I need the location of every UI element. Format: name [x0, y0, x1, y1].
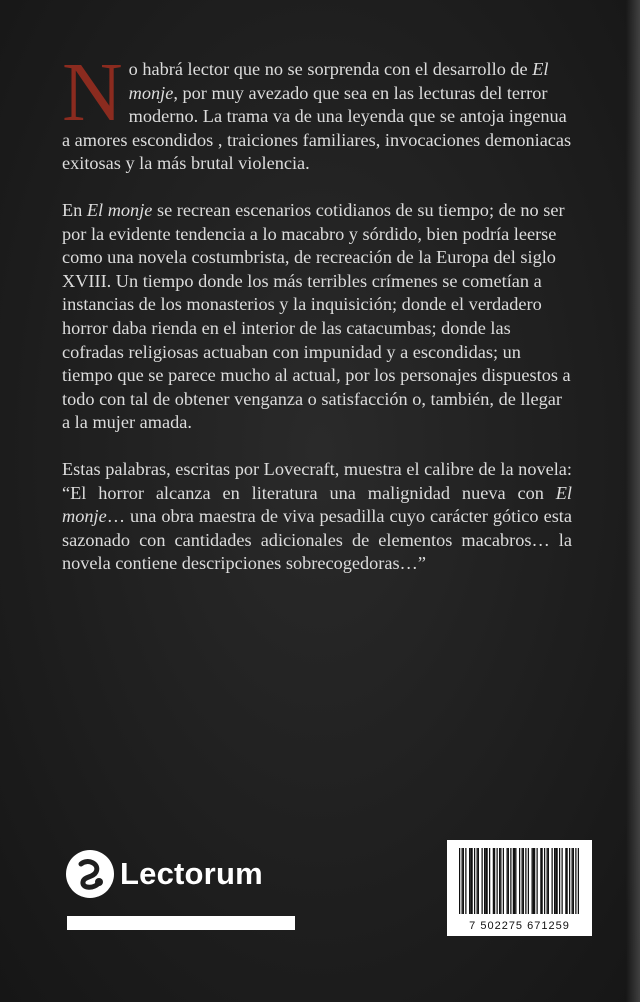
barcode-bar	[525, 848, 526, 914]
paragraph-2-text-b: se recrean escenarios cotidianos de su tiempo; de no ser por la evidente tendencia a lo macabro y sórdido, bien podría leerse como una novela costumbrista, de recreación de la Europa del siglo XVIII. Un tiempo donde los más terribles crímenes se cometían a instancias de los monasterios y la inquisición; donde el verdadero horror daba rienda en el interior de las catacumbas; donde las cofradas religiosas actuaban con impunidad y a escondidas; un tiempo que se parece mucho al actual, por los personajes dispuestos a todo con tal de obtener venganza o satisfacción o, también, de llegar a la mujer amada.	[62, 199, 571, 433]
paragraph-2	[62, 199, 572, 435]
paragraph-1-text-b: , por muy avezado que sea en las lecturas del terror moderno. La trama va de una leyenda que se antoja ingenua a amores escondidos , traiciones familiares, invocaciones demoniacas exitosas y la más brutal violencia.	[62, 82, 572, 174]
barcode-bar	[562, 848, 563, 914]
paragraph-3	[62, 458, 572, 576]
barcode-bar	[528, 848, 529, 914]
barcode-bar	[514, 848, 515, 914]
barcode-bar	[478, 848, 479, 914]
barcode-bar	[513, 848, 514, 914]
barcode-bar	[474, 848, 475, 914]
barcode-bar	[477, 848, 478, 914]
barcode-bar	[533, 848, 534, 914]
barcode-bar	[507, 848, 508, 914]
barcode-bar	[569, 848, 570, 914]
barcode-bar	[554, 848, 555, 914]
barcode-bar	[499, 848, 500, 914]
barcode-bar	[472, 848, 473, 914]
barcode-bar	[470, 848, 471, 914]
barcode-bar	[578, 848, 579, 914]
publisher-logo	[66, 850, 263, 898]
paragraph-3-text-a: Estas palabras, escritas por Lovecraft, muestra el calibre de la novela: “El horror alcanza en literatura una malignidad nueva con	[62, 458, 572, 503]
barcode-bar	[484, 848, 485, 914]
barcode-bar	[575, 848, 576, 914]
barcode-bar	[559, 848, 560, 914]
barcode-bar	[463, 848, 464, 914]
barcode-bar	[565, 848, 566, 914]
barcode-bar	[544, 848, 545, 914]
barcode-bar	[519, 848, 520, 914]
paragraph-3-text-b: … una obra maestra de viva pesadilla cuyo carácter gótico esta sazonado con cantidades adicionales de elementos macabros… la novela contiene descripciones sobrecogedoras…”	[62, 506, 572, 574]
drop-cap: N	[62, 46, 123, 139]
barcode-bar	[469, 848, 470, 914]
barcode-bar	[482, 848, 483, 914]
barcode	[447, 840, 592, 936]
barcode-bar	[573, 848, 574, 914]
synopsis	[62, 46, 572, 599]
barcode-bar	[522, 848, 523, 914]
barcode-bar	[494, 848, 495, 914]
barcode-bar	[540, 848, 541, 914]
barcode-bar	[489, 848, 490, 914]
book-title: El monje	[128, 59, 549, 103]
barcode-bar	[485, 848, 486, 914]
barcode-number: 7 502275 671259	[469, 920, 570, 932]
barcode-bar	[493, 848, 494, 914]
barcode-bar	[547, 848, 548, 914]
barcode-bar	[548, 848, 549, 914]
barcode-bar	[523, 848, 524, 914]
barcode-bar	[515, 848, 516, 914]
barcode-bar	[508, 848, 509, 914]
barcode-bar	[542, 848, 543, 914]
barcode-bar	[557, 848, 558, 914]
barcode-bar	[503, 848, 504, 914]
barcode-bar	[534, 848, 535, 914]
barcode-bar	[487, 848, 488, 914]
book-title: El monje	[86, 199, 153, 220]
book-title: El monje	[62, 482, 572, 527]
barcode-bar	[465, 848, 466, 914]
barcode-bar	[500, 848, 501, 914]
barcode-bar	[462, 848, 463, 914]
lectorum-logo-icon	[66, 850, 114, 898]
paragraph-1-text-a: o habrá lector que no se sorprenda con el desarrollo de	[128, 59, 533, 79]
barcode-bar	[567, 848, 568, 914]
paragraph-1	[62, 46, 572, 176]
barcode-bar	[459, 848, 460, 914]
logo-underline-bar	[67, 916, 295, 930]
publisher-name: Lectorum	[120, 856, 263, 891]
barcode-bar	[537, 848, 538, 914]
paragraph-2-text-a: En	[62, 199, 87, 220]
barcode-bar	[572, 848, 573, 914]
barcode-bar	[532, 848, 533, 914]
barcode-bar	[497, 848, 498, 914]
barcode-bar	[552, 848, 553, 914]
barcode-bar	[555, 848, 556, 914]
barcode-bar	[510, 848, 511, 914]
